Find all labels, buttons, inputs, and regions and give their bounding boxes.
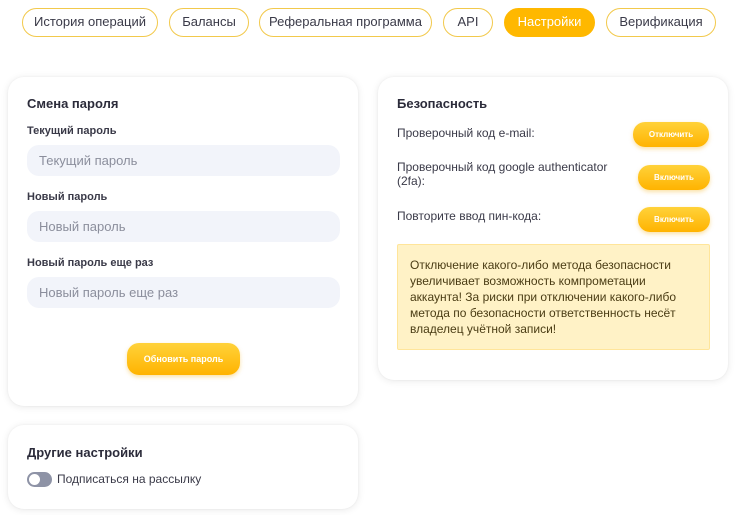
- tab-settings[interactable]: Настройки: [504, 8, 595, 37]
- enable-pin-button[interactable]: Включить: [638, 207, 710, 232]
- password-card-title: Смена пароля: [27, 96, 119, 111]
- password-card: [8, 77, 358, 406]
- new-password-label: Новый пароль: [27, 191, 108, 203]
- tab-balances[interactable]: Балансы: [169, 8, 249, 37]
- repeat-password-label: Новый пароль еще раз: [27, 257, 154, 269]
- newsletter-toggle[interactable]: [27, 472, 52, 487]
- new-password-input[interactable]: [27, 211, 340, 242]
- email-code-label: Проверочный код e-mail:: [397, 126, 535, 140]
- toggle-knob: [29, 474, 40, 485]
- repeat-password-input[interactable]: [27, 277, 340, 308]
- enable-2fa-button[interactable]: Включить: [638, 165, 710, 190]
- other-settings-title: Другие настройки: [27, 445, 143, 460]
- tab-api[interactable]: API: [443, 8, 493, 37]
- security-warning: Отключение какого-либо метода безопасности увеличивает возможность компрометации аккаунта! За риски при отключении какого-либо метода по безопасности ответственность несёт владелец учётной записи!: [397, 244, 710, 350]
- pin-code-label: Повторите ввод пин-кода:: [397, 209, 542, 223]
- current-password-input[interactable]: [27, 145, 340, 176]
- tab-referral[interactable]: Реферальная программа: [259, 8, 432, 37]
- other-settings-card: [8, 425, 358, 509]
- google-2fa-label: Проверочный код google authenticator (2fa):: [397, 160, 608, 188]
- update-password-button[interactable]: Обновить пароль: [127, 343, 240, 375]
- security-card-title: Безопасность: [397, 96, 488, 111]
- tab-history[interactable]: История операций: [22, 8, 158, 37]
- current-password-label: Текущий пароль: [27, 125, 117, 137]
- security-card: [378, 77, 728, 380]
- disable-email-code-button[interactable]: Отключить: [633, 122, 709, 147]
- tab-verification[interactable]: Верификация: [606, 8, 716, 37]
- newsletter-label: Подписаться на рассылку: [57, 472, 202, 486]
